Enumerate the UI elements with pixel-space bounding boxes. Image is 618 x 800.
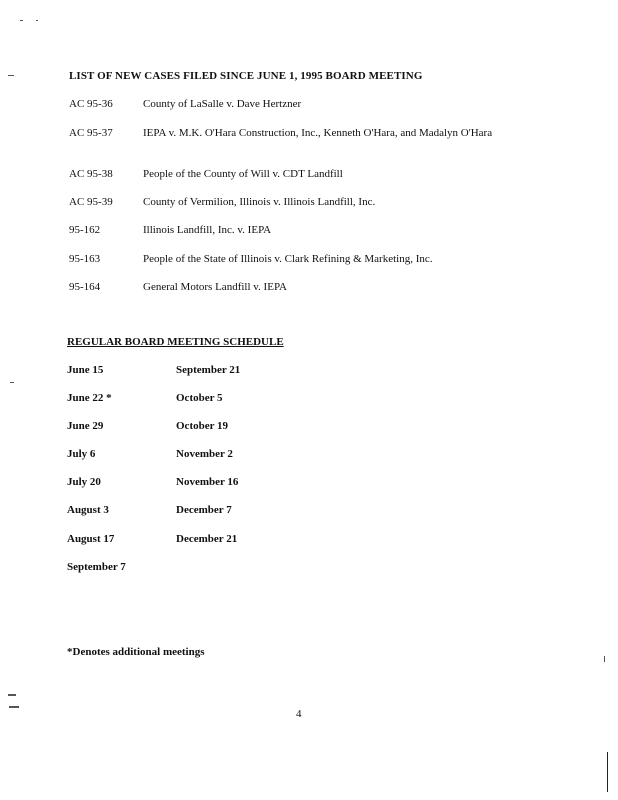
schedule-date: October 5 bbox=[176, 392, 223, 404]
scan-mark bbox=[8, 75, 14, 76]
case-title: IEPA v. M.K. O'Hara Construction, Inc., Kenneth O'Hara, and Madalyn O'Hara bbox=[143, 127, 493, 139]
case-number: AC 95-36 bbox=[69, 98, 113, 110]
schedule-date: August 3 bbox=[67, 504, 109, 516]
case-number: AC 95-38 bbox=[69, 168, 113, 180]
scan-mark bbox=[20, 20, 23, 21]
scan-mark bbox=[9, 706, 19, 708]
case-title: County of LaSalle v. Dave Hertzner bbox=[143, 98, 302, 110]
schedule-date: September 21 bbox=[176, 364, 241, 376]
scan-mark bbox=[10, 382, 14, 383]
schedule-date: November 2 bbox=[176, 448, 233, 460]
cases-heading: LIST OF NEW CASES FILED SINCE JUNE 1, 1995 BOARD MEETING bbox=[69, 70, 423, 82]
case-title: Illinois Landfill, Inc. v. IEPA bbox=[143, 224, 272, 236]
case-number: 95-163 bbox=[69, 253, 101, 265]
schedule-date: September 7 bbox=[67, 561, 126, 573]
case-title: General Motors Landfill v. IEPA bbox=[143, 281, 287, 293]
scan-edge-line bbox=[607, 752, 608, 792]
case-title: People of the County of Will v. CDT Landfill bbox=[143, 168, 343, 180]
case-number: AC 95-37 bbox=[69, 127, 113, 139]
schedule-date: November 16 bbox=[176, 476, 239, 488]
schedule-date: December 21 bbox=[176, 533, 238, 545]
scan-mark bbox=[36, 20, 38, 21]
footnote: *Denotes additional meetings bbox=[67, 646, 205, 658]
schedule-date: December 7 bbox=[176, 504, 232, 516]
case-number: 95-164 bbox=[69, 281, 101, 293]
schedule-date: June 22 * bbox=[67, 392, 112, 404]
schedule-heading: REGULAR BOARD MEETING SCHEDULE bbox=[67, 336, 284, 348]
schedule-date: July 20 bbox=[67, 476, 101, 488]
schedule-date: June 15 bbox=[67, 364, 104, 376]
scan-mark bbox=[604, 656, 605, 662]
page-number: 4 bbox=[296, 708, 302, 720]
schedule-date: June 29 bbox=[67, 420, 104, 432]
case-number: 95-162 bbox=[69, 224, 101, 236]
case-number: AC 95-39 bbox=[69, 196, 113, 208]
schedule-date: July 6 bbox=[67, 448, 96, 460]
case-title: People of the State of Illinois v. Clark Refining & Marketing, Inc. bbox=[143, 253, 433, 265]
schedule-date: August 17 bbox=[67, 533, 115, 545]
scan-mark bbox=[8, 694, 16, 696]
case-title: County of Vermilion, Illinois v. Illinois Landfill, Inc. bbox=[143, 196, 376, 208]
schedule-date: October 19 bbox=[176, 420, 229, 432]
